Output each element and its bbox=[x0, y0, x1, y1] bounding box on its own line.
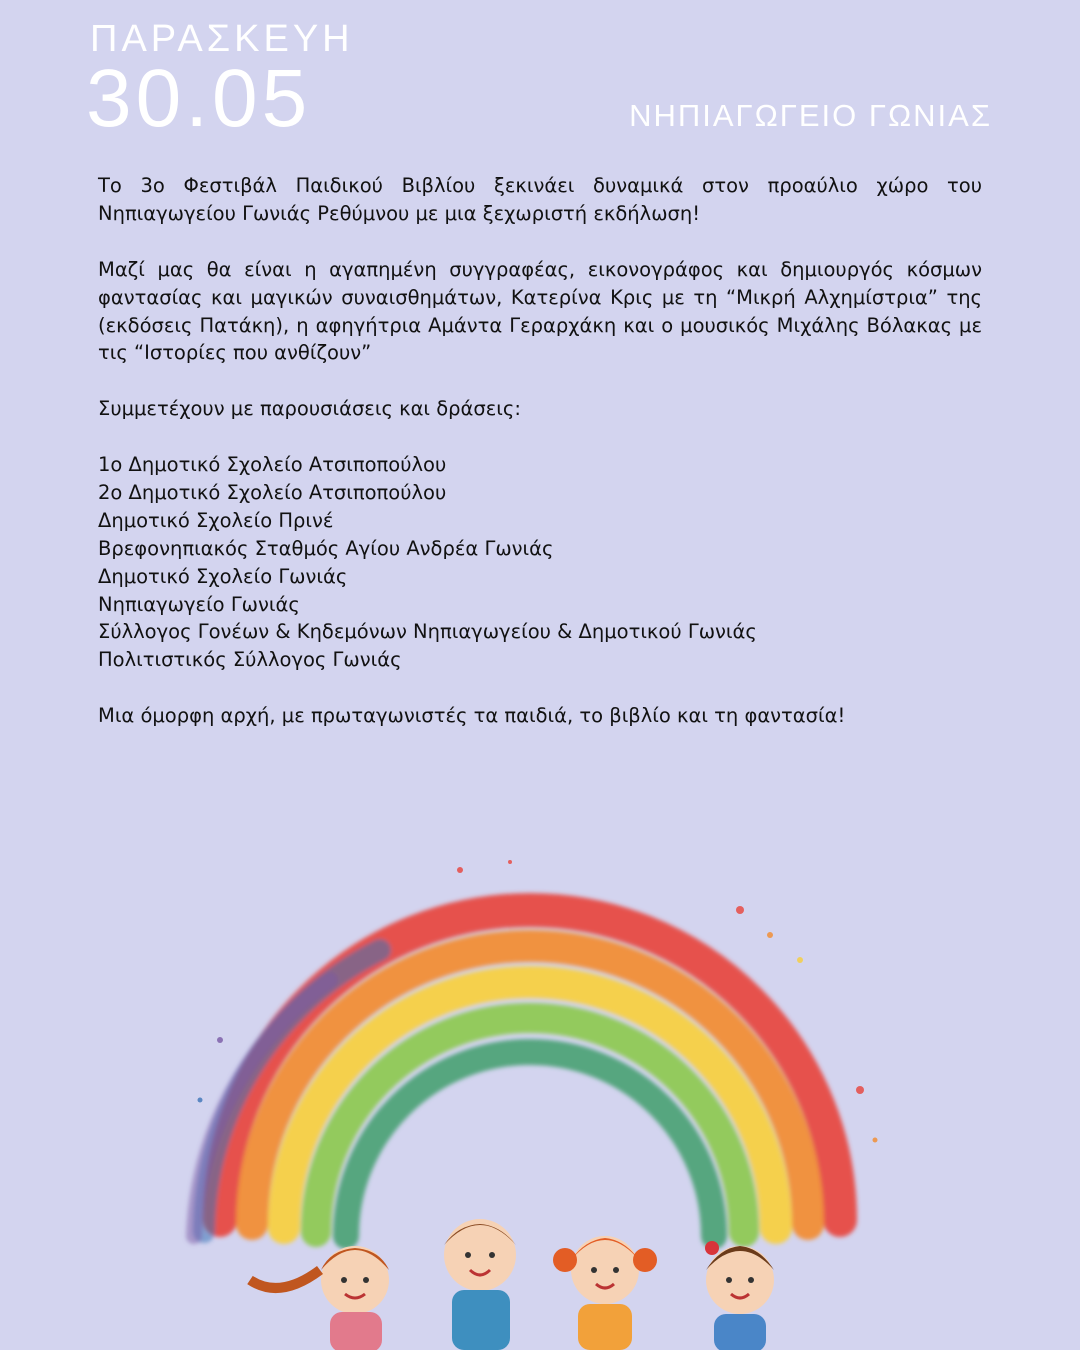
child-1 bbox=[250, 1246, 389, 1350]
intro-paragraph: Το 3ο Φεστιβάλ Παιδικού Βιβλίου ξεκινάει δυναμικά στον προαύλιο χώρο του Νηπιαγωγείου Γωνιάς Ρεθύμνου με μια ξεχωριστή εκδήλωση! bbox=[98, 174, 982, 225]
child-2 bbox=[444, 1219, 516, 1350]
list-item: Σύλλογος Γονέων & Κηδεμόνων Νηπιαγωγείου & Δημοτικού Γωνιάς bbox=[98, 620, 757, 644]
venue-name: ΝΗΠΙΑΓΩΓΕΙΟ ΓΩΝΙΑΣ bbox=[629, 98, 992, 133]
list-item: Βρεφονηπιακός Σταθμός Αγίου Ανδρέα Γωνιάς bbox=[98, 536, 554, 560]
child-3 bbox=[553, 1236, 657, 1350]
list-item: Δημοτικό Σχολείο Γωνιάς bbox=[98, 564, 348, 588]
rainbow bbox=[194, 910, 840, 1236]
list-item: Νηπιαγωγείο Γωνιάς bbox=[98, 592, 300, 616]
guests-paragraph: Μαζί μας θα είναι η αγαπημένη συγγραφέας, εικονογράφος και δημιουργός κόσμων φαντασίας και μαγικών συναισθημάτων, Κατερίνα Κρις με τη “Μικρή Αλχημίστρια” της (εκδόσεις Πατάκη), η αφηγήτρια Αμάντα Γεραρχάκη και ο μουσικός Μιχάλης Βόλακας με τις “Ιστορίες που ανθίζουν” bbox=[98, 257, 982, 365]
announcement-text bbox=[98, 172, 982, 758]
event-date: 30.05 bbox=[86, 53, 312, 144]
closing-paragraph: Μια όμορφη αρχή, με πρωταγωνιστές τα παιδιά, το βιβλίο και τη φαντασία! bbox=[98, 704, 846, 728]
participants-list bbox=[98, 451, 982, 674]
list-item: Δημοτικό Σχολείο Πρινέ bbox=[98, 508, 334, 532]
participants-heading: Συμμετέχουν με παρουσιάσεις και δράσεις: bbox=[98, 397, 521, 421]
list-item: 1ο Δημοτικό Σχολείο Ατσιποπούλου bbox=[98, 453, 447, 477]
list-item: Πολιτιστικός Σύλλογος Γωνιάς bbox=[98, 648, 402, 672]
child-4 bbox=[705, 1241, 774, 1350]
list-item: 2ο Δημοτικό Σχολείο Ατσιποπούλου bbox=[98, 480, 447, 504]
event-day: ΠΑΡΑΣΚΕΥΗ bbox=[90, 18, 354, 60]
rainbow-children-illustration bbox=[180, 840, 900, 1350]
